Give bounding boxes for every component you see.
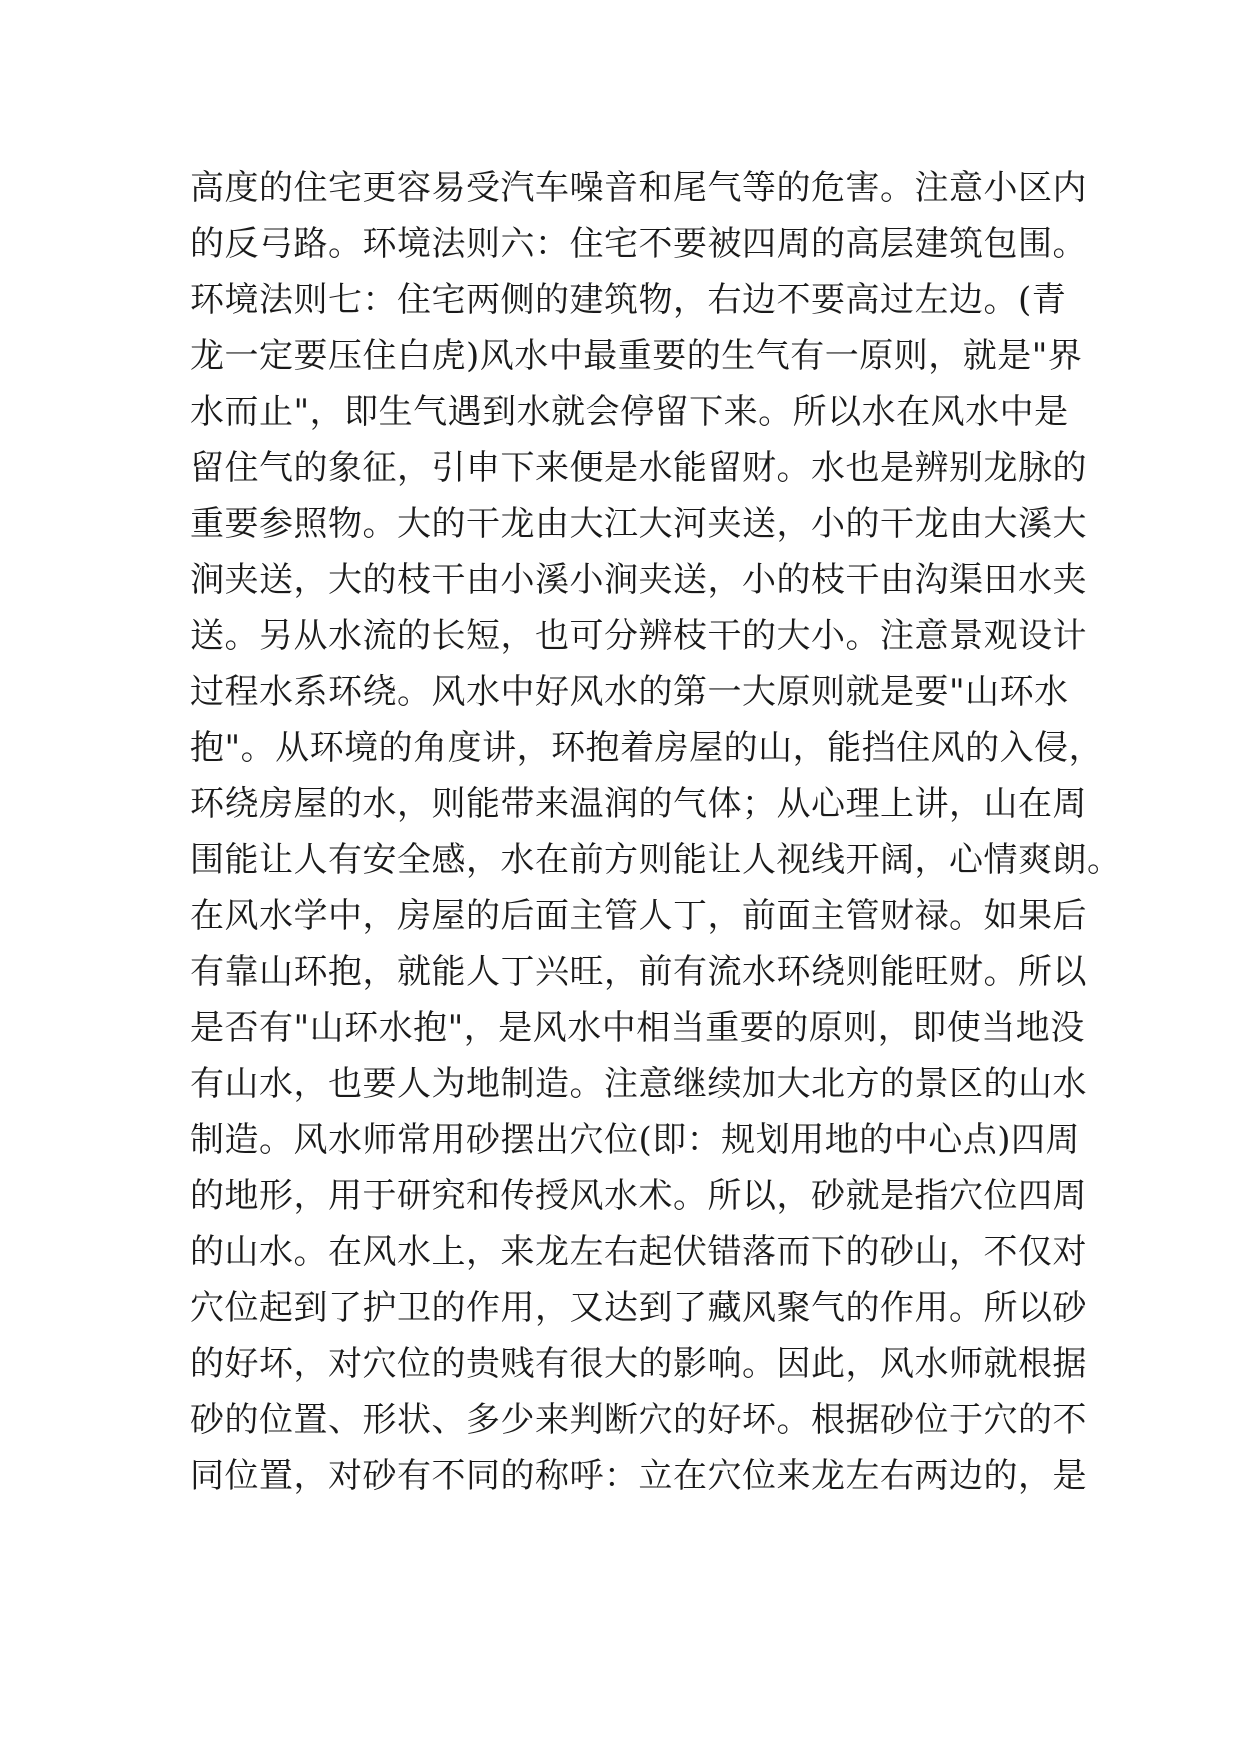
- text-line: 送。另从水流的长短，也可分辨枝干的大小。注意景观设计: [190, 616, 1087, 656]
- body-text: [190, 160, 1122, 1504]
- text-line: 是否有"山环水抱"，是风水中相当重要的原则，即使当地没: [190, 1008, 1085, 1048]
- text-line: 制造。风水师常用砂摆出穴位(即：规划用地的中心点)四周: [190, 1120, 1081, 1160]
- text-line: 环境法则七：住宅两侧的建筑物，右边不要高过左边。(青: [190, 280, 1067, 320]
- text-line: 砂的位置、形状、多少来判断穴的好坏。根据砂位于穴的不: [190, 1400, 1087, 1440]
- text-line: 的好坏，对穴位的贵贱有很大的影响。因此，风水师就根据: [190, 1344, 1087, 1384]
- text-line: 的山水。在风水上，来龙左右起伏错落而下的砂山，不仅对: [190, 1232, 1087, 1272]
- text-line: 过程水系环绕。风水中好风水的第一大原则就是要"山环水: [190, 672, 1069, 712]
- text-line: 龙一定要压住白虎)风水中最重要的生气有一原则，就是"界: [190, 336, 1083, 376]
- text-line: 穴位起到了护卫的作用，又达到了藏风聚气的作用。所以砂: [190, 1288, 1087, 1328]
- text-line: 同位置，对砂有不同的称呼：立在穴位来龙左右两边的，是: [190, 1456, 1087, 1496]
- text-line: 的反弓路。环境法则六：住宅不要被四周的高层建筑包围。: [190, 224, 1087, 264]
- text-line: 抱"。从环境的角度讲，环抱着房屋的山，能挡住风的入侵，: [190, 728, 1104, 768]
- text-line: 围能让人有安全感，水在前方则能让人视线开阔，心情爽朗。: [190, 840, 1122, 880]
- text-line: 环绕房屋的水，则能带来温润的气体；从心理上讲，山在周: [190, 784, 1087, 824]
- text-line: 涧夹送，大的枝干由小溪小涧夹送，小的枝干由沟渠田水夹: [190, 560, 1087, 600]
- text-line: 留住气的象征，引申下来便是水能留财。水也是辨别龙脉的: [190, 448, 1087, 488]
- text-line: 重要参照物。大的干龙由大江大河夹送，小的干龙由大溪大: [190, 504, 1087, 544]
- text-line: 有山水，也要人为地制造。注意继续加大北方的景区的山水: [190, 1064, 1087, 1104]
- text-line: 在风水学中，房屋的后面主管人丁，前面主管财禄。如果后: [190, 896, 1087, 936]
- text-line: 水而止"，即生气遇到水就会停留下来。所以水在风水中是: [190, 392, 1069, 432]
- text-line: 高度的住宅更容易受汽车噪音和尾气等的危害。注意小区内: [190, 168, 1087, 208]
- text-line: 有靠山环抱，就能人丁兴旺，前有流水环绕则能旺财。所以: [190, 952, 1087, 992]
- text-line: 的地形，用于研究和传授风水术。所以，砂就是指穴位四周: [190, 1176, 1087, 1216]
